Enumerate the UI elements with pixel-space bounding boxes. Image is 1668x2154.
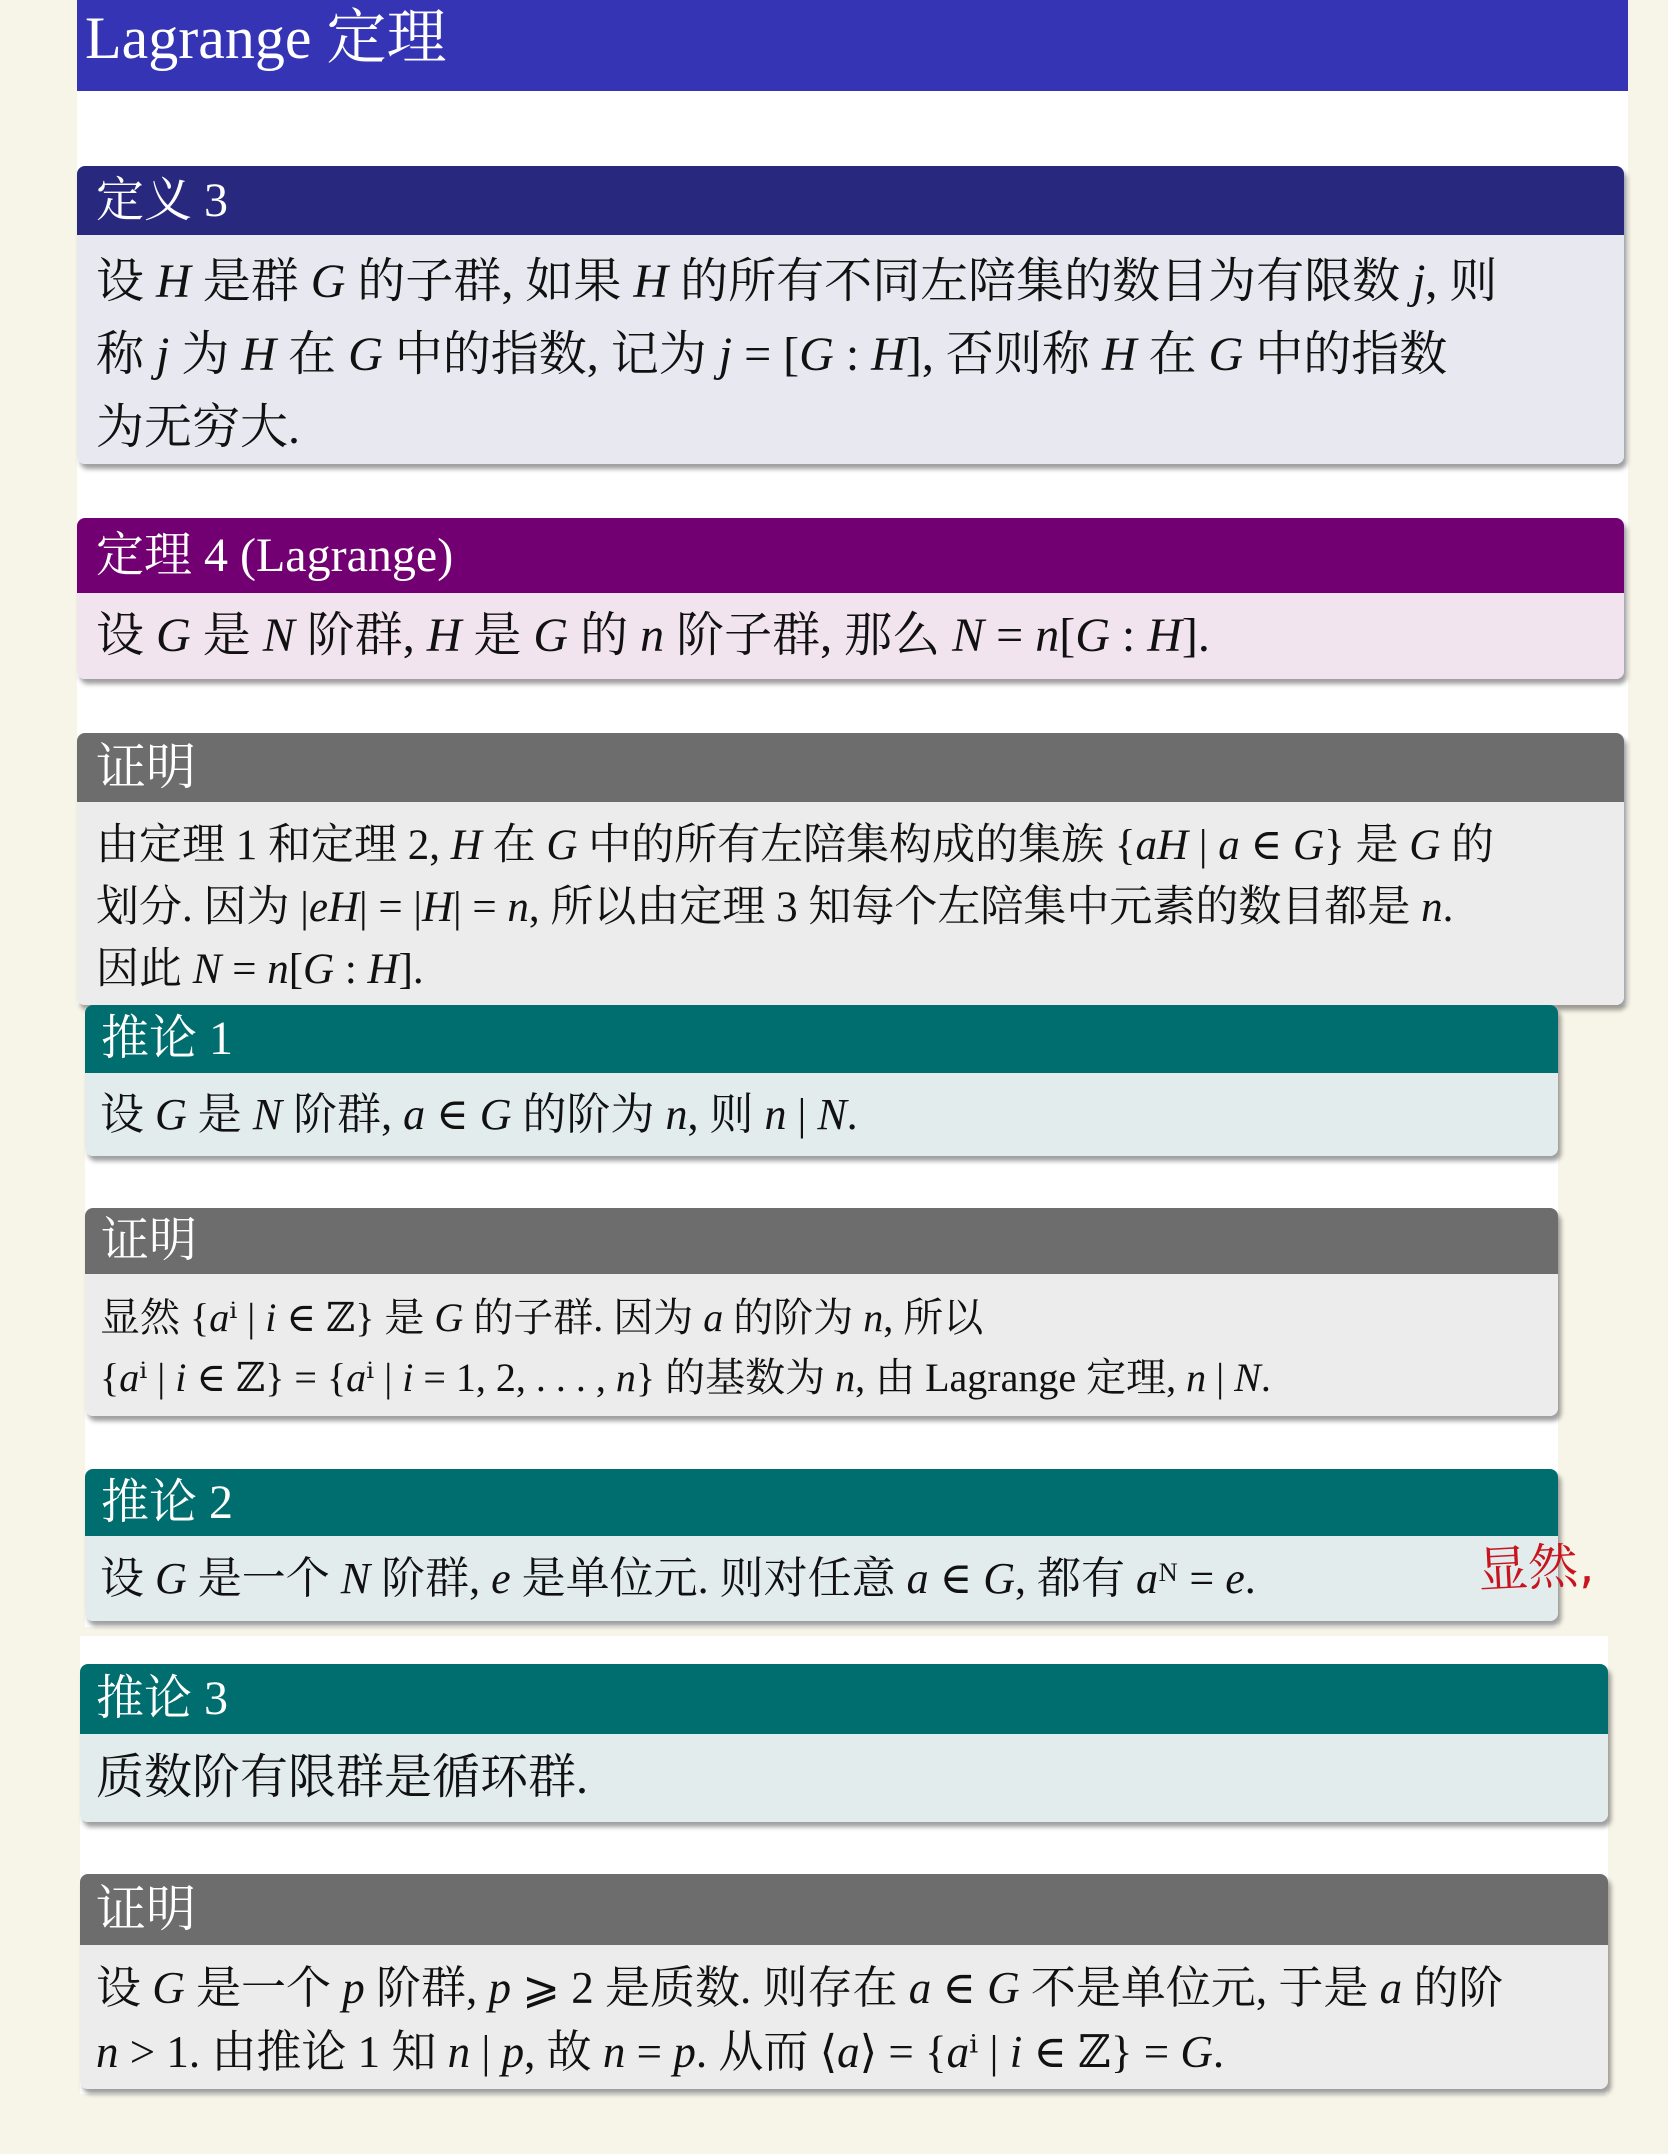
math-variable: n [1186,1355,1207,1400]
math-variable: N [952,609,985,662]
math-variable: H [871,328,906,381]
corollary-1-block [85,1005,1558,1156]
math-variable: G [303,946,335,993]
math-variable: G [533,609,569,662]
definition-3-line: 称 j 为 H 在 G 中的指数, 记为 j = [G : H], 否则称 H 在 G 中的指数 [96,328,1448,381]
math-variable: p [342,1963,365,2013]
math-variable: G [479,1090,512,1139]
math-variable: n [507,884,529,931]
math-variable: H [1157,822,1189,869]
math-variable: N [262,609,295,662]
proof-theorem-4-title: 证明 [77,733,1624,802]
corollary-2-block [85,1469,1558,1621]
math-variable: H [421,884,454,931]
proof-theorem-4-line: 由定理 1 和定理 2, H 在 G 中的所有左陪集构成的集族 {aH | a ∈ G} 是 G 的 [96,822,1495,869]
math-variable: N [252,1090,283,1139]
math-variable: a [1379,1963,1403,2013]
math-variable: n [1035,609,1060,662]
proof-theorem-4-line: 因此 N = n[G : H]. [96,946,424,993]
math-variable: G [1208,328,1244,381]
theorem-4-block [77,518,1624,679]
theorem-4-line: 设 G 是 N 阶群, H 是 G 的 n 阶子群, 那么 N = n[G : H]. [96,609,1210,662]
math-variable: j [1412,255,1426,308]
proof-corollary-1-line: 显然 {aⁱ | i ∈ ℤ} 是 G 的子群. 因为 a 的阶为 n, 所以 [100,1295,984,1340]
math-variable: i [265,1295,277,1340]
math-variable: a [946,2027,970,2077]
math-variable: H [450,822,482,869]
math-variable: p [488,1963,512,2013]
math-variable: n [615,1355,636,1400]
math-variable: a [906,1554,929,1603]
math-variable: H [1147,609,1182,662]
math-variable: n [665,1090,688,1139]
math-variable: H [327,884,360,931]
math-variable: n [835,1355,856,1400]
corollary-2-body [85,1536,1558,1621]
proof-theorem-4-body [77,802,1624,1005]
math-variable: H [633,255,669,308]
corollary-1-body [85,1073,1558,1156]
definition-3-line: 为无穷大. [96,401,301,454]
proof-corollary-3-title: 证明 [80,1874,1608,1945]
math-variable: H [1101,328,1137,381]
math-variable: a [209,1295,230,1340]
math-variable: i [175,1355,187,1400]
math-variable: G [983,1554,1016,1603]
corollary-2-line: 设 G 是一个 N 阶群, e 是单位元. 则对任意 a ∈ G, 都有 aᴺ = e. [100,1554,1256,1603]
math-variable: n [863,1295,884,1340]
math-variable: i [402,1355,414,1400]
math-variable: G [987,1963,1020,2013]
math-variable: n [96,2027,119,2077]
theorem-4-title: 定理 4 (Lagrange) [77,518,1624,593]
math-variable: N [1234,1355,1261,1400]
corollary-3-title: 推论 3 [80,1664,1608,1734]
math-variable: G [348,328,383,381]
math-variable: N [817,1090,847,1139]
math-variable: G [1180,2027,1213,2077]
definition-3-title: 定义 3 [77,166,1624,235]
math-variable: j [718,328,733,381]
math-variable: G [1075,609,1110,662]
proof-theorem-4-block [77,733,1624,1005]
corollary-1-title: 推论 1 [85,1005,1558,1073]
math-variable: n [447,2027,471,2077]
math-variable: n [1421,884,1443,931]
math-variable: G [155,1090,187,1139]
math-variable: a [346,1355,367,1400]
math-variable: e [308,884,328,931]
proof-corollary-3-line: 设 G 是一个 p 阶群, p ⩾ 2 是质数. 则存在 a ∈ G 不是单位元, 于是 a 的阶 [96,1963,1504,2013]
definition-3-block [77,166,1624,464]
math-variable: H [156,255,191,308]
corollary-1-line: 设 G 是 N 阶群, a ∈ G 的阶为 n, 则 n | N. [100,1090,858,1139]
definition-3-line: 设 H 是群 G 的子群, 如果 H 的所有不同左陪集的数目为有限数 j, 则 [96,255,1498,308]
math-variable: H [241,328,277,381]
proof-corollary-3-body [80,1945,1608,2089]
math-variable: H [426,609,462,662]
theorem-4-body [77,593,1624,679]
corollary-3-line: 质数阶有限群是循环群. [96,1751,589,1804]
math-variable: a [908,1963,932,2013]
math-variable: j [156,328,170,381]
math-variable: G [156,609,191,662]
math-variable: a [837,2027,860,2077]
math-variable: a [1218,822,1240,869]
math-variable: G [1293,822,1325,869]
proof-corollary-1-body [85,1274,1558,1416]
definition-3-body [77,235,1624,464]
math-variable: G [155,1554,187,1603]
math-variable: p [501,2027,525,2077]
math-variable: a [1135,822,1158,869]
math-variable: N [340,1554,371,1603]
handwritten-annotation: 显然, [1476,1536,1596,1600]
math-variable: G [546,822,578,869]
proof-corollary-1-title: 证明 [85,1208,1558,1274]
proof-theorem-4-line: 划分. 因为 |eH| = |H| = n, 所以由定理 3 知每个左陪集中元素的数目都是 n. [96,884,1454,931]
math-variable: a [1136,1554,1159,1603]
proof-corollary-1-line: {aⁱ | i ∈ ℤ} = {aⁱ | i = 1, 2, . . . , n} 的基数为 n, 由 Lagrange 定理, n | N. [100,1355,1271,1400]
math-variable: a [119,1355,140,1400]
corollary-3-block [80,1664,1608,1822]
math-variable: n [602,2027,626,2077]
math-variable: a [403,1090,426,1139]
math-variable: e [1225,1554,1245,1603]
math-variable: G [799,328,834,381]
math-variable: G [434,1295,464,1340]
math-variable: e [491,1554,511,1603]
proof-corollary-3-line: n > 1. 由推论 1 知 n | p, 故 n = p. 从而 ⟨a⟩ = {aⁱ | i ∈ ℤ} = G. [96,2027,1225,2077]
math-variable: n [640,609,665,662]
corollary-3-body [80,1734,1608,1822]
math-variable: G [1409,822,1441,869]
math-variable: G [310,255,346,308]
math-variable: i [1009,2027,1023,2077]
math-variable: a [703,1295,724,1340]
corollary-2-title: 推论 2 [85,1469,1558,1536]
slide-title: Lagrange 定理 [77,0,1628,91]
math-variable: G [152,1963,185,2013]
math-variable: p [673,2027,696,2077]
math-variable: n [764,1090,787,1139]
math-variable: N [192,946,222,993]
math-variable: H [367,946,399,993]
math-variable: n [267,946,289,993]
proof-corollary-1-block [85,1208,1558,1416]
proof-corollary-3-block [80,1874,1608,2089]
